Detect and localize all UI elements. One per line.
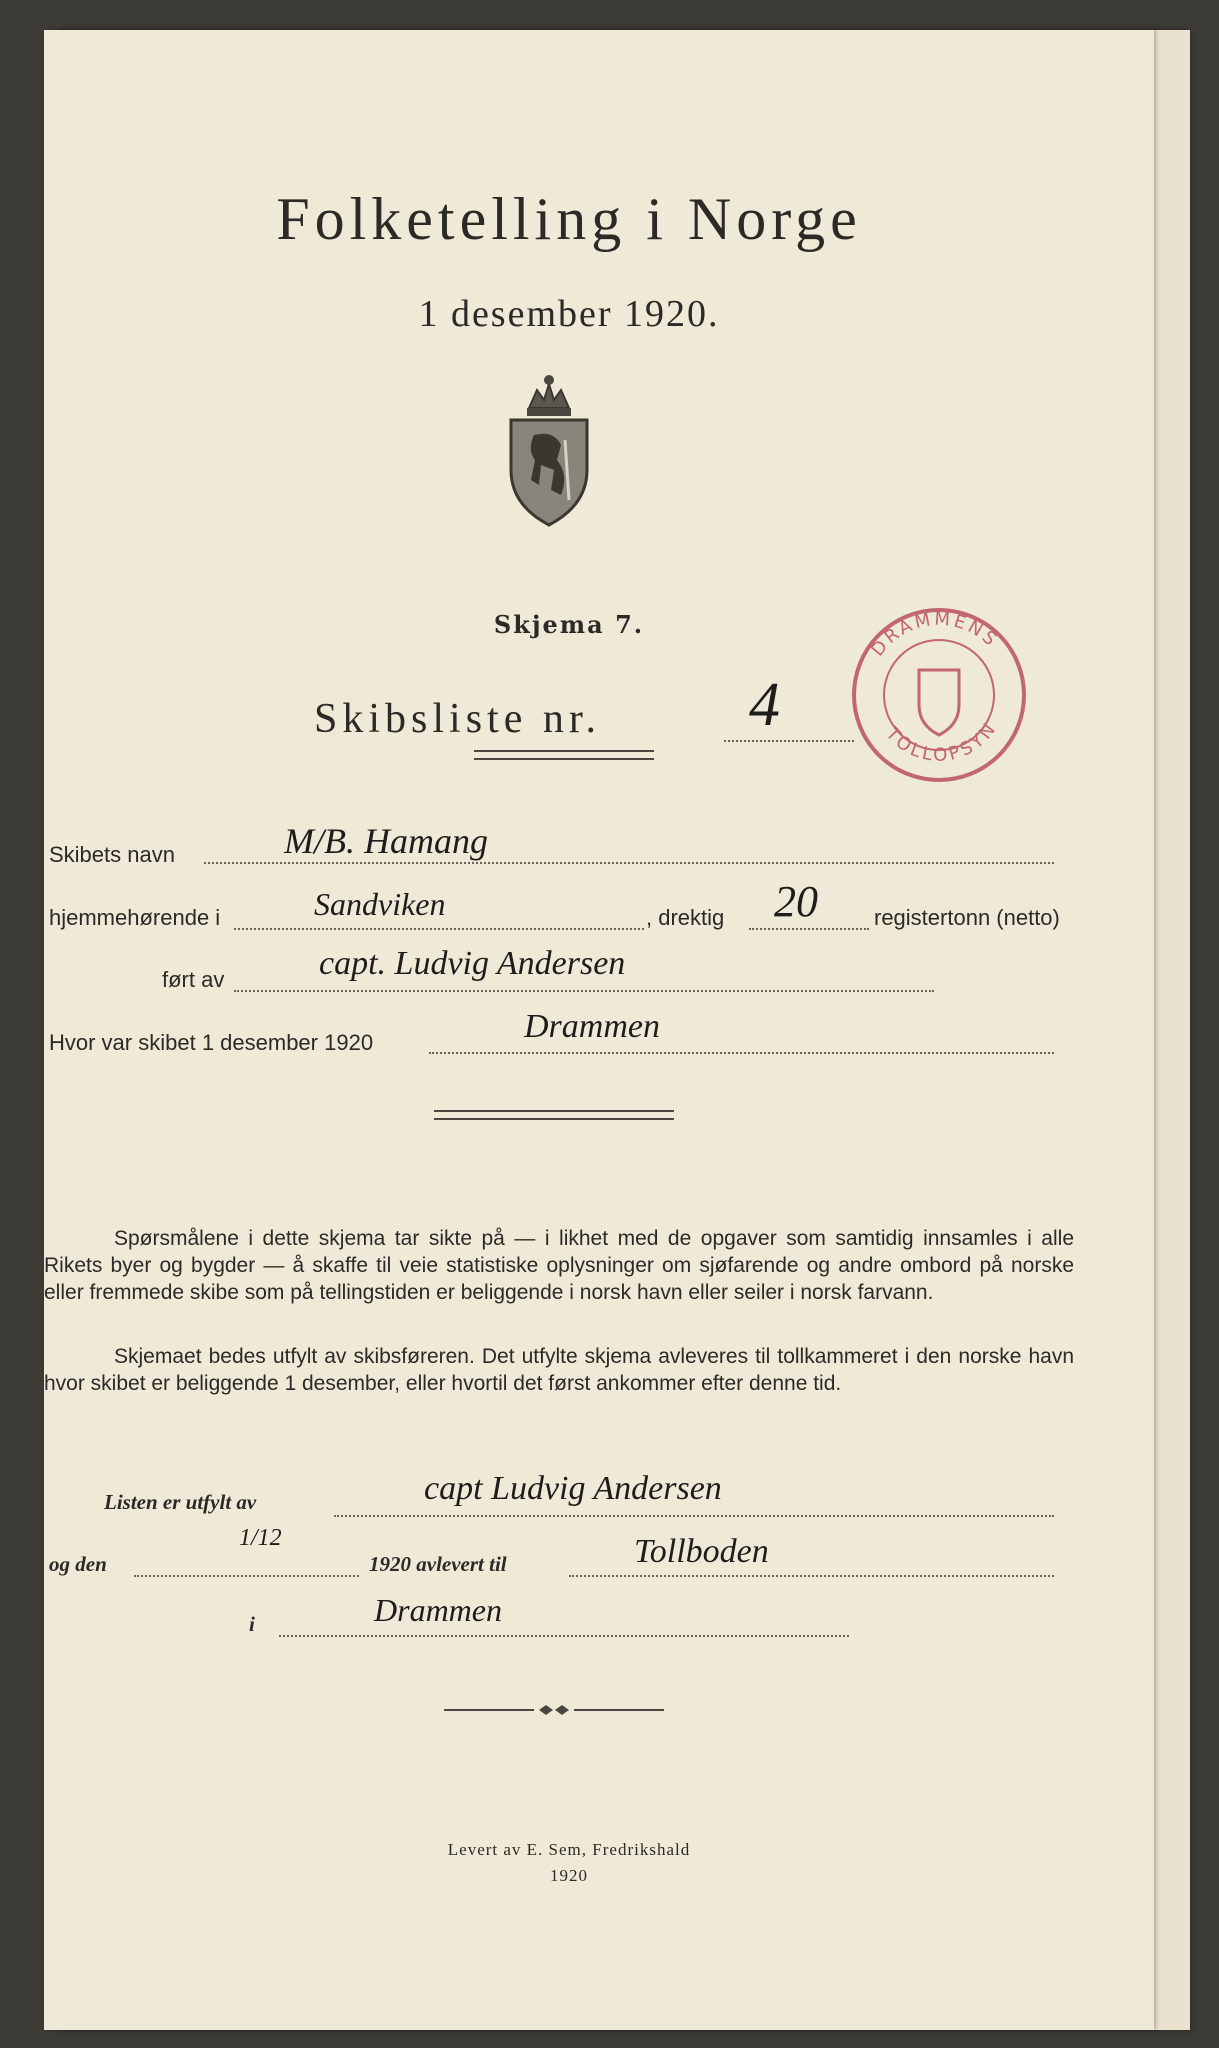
delivered-to-value: Tollboden [634, 1533, 769, 1570]
in-label: i [249, 1612, 255, 1636]
instructions-paragraph-1 [44, 1225, 1074, 1306]
tonnage-label: , drektig [646, 905, 725, 930]
instructions-paragraph-2 [44, 1343, 1074, 1397]
delivered-to-line [569, 1575, 1054, 1577]
tonnage-value: 20 [774, 877, 818, 926]
paragraph-2-text: Skjemaet bedes utfylt av skibsføreren. Det utfylte skjema avleveres til tollkammeret i den norske havn hvor skibet er beliggende 1 desember, eller hvortil det først ankommer efter denne tid. [44, 1345, 1074, 1395]
home-port-line [234, 928, 644, 930]
footer-year: 1920 [550, 1866, 588, 1885]
date-line [134, 1575, 359, 1577]
year-label: 1920 avlevert til [369, 1552, 507, 1576]
date-label: og den [49, 1552, 107, 1576]
divider-mid-1 [434, 1110, 674, 1112]
ship-name-line [204, 862, 1054, 864]
shiplist-number: 4 [749, 671, 780, 739]
svg-text:TOLLOPSYN: TOLLOPSYN [881, 717, 1002, 767]
tonnage-unit: registertonn (netto) [874, 905, 1060, 930]
filled-by-label: Listen er utfylt av [104, 1490, 257, 1514]
filled-by-value: capt Ludvig Andersen [424, 1470, 722, 1507]
coat-of-arms-icon [499, 370, 599, 530]
divider-top-1 [474, 750, 654, 752]
customs-stamp [844, 600, 1034, 790]
footer-printer: Levert av E. Sem, Fredrikshald [447, 1840, 691, 1859]
divider-mid-2 [434, 1118, 674, 1120]
document-date: 1 desember 1920. [418, 293, 720, 335]
divider-top-2 [474, 758, 654, 760]
captain-label: ført av [162, 967, 225, 992]
shiplist-label: Skibsliste nr. [314, 696, 602, 742]
filled-by-line [334, 1515, 1054, 1517]
shiplist-number-line [724, 740, 854, 742]
svg-text:DRAMMENS: DRAMMENS [867, 608, 1003, 661]
date-value: 1/12 [239, 1525, 282, 1551]
paragraph-1-text: Spørsmålene i dette skjema tar sikte på — i likhet med de opgaver som samtidig innsamles i alle Rikets byer og bygder — å skaffe til veie statistiske oplysninger om sjøfarende og andre ombord på norske eller fremmede skibe som på tellingstiden er beliggende i norsk havn eller seiler i norsk farvann. [44, 1227, 1074, 1304]
captain-value: capt. Ludvig Andersen [319, 945, 626, 982]
schema-label: Skjema 7. [493, 610, 645, 639]
census-form-page [44, 30, 1154, 2030]
captain-line [234, 990, 934, 992]
location-label: Hvor var skibet 1 desember 1920 [49, 1030, 374, 1055]
ship-name-label: Skibets navn [49, 842, 175, 867]
location-value: Drammen [524, 1008, 660, 1045]
home-port-value: Sandviken [314, 886, 446, 922]
home-port-label: hjemmehørende i [49, 905, 221, 930]
tonnage-line [749, 928, 869, 930]
in-value: Drammen [374, 1592, 502, 1628]
location-line [429, 1052, 1054, 1054]
ornament-divider [444, 1702, 664, 1718]
document-title: Folketelling i Norge [276, 186, 862, 252]
ship-name-value: M/B. Hamang [284, 821, 488, 861]
in-line [279, 1635, 849, 1637]
